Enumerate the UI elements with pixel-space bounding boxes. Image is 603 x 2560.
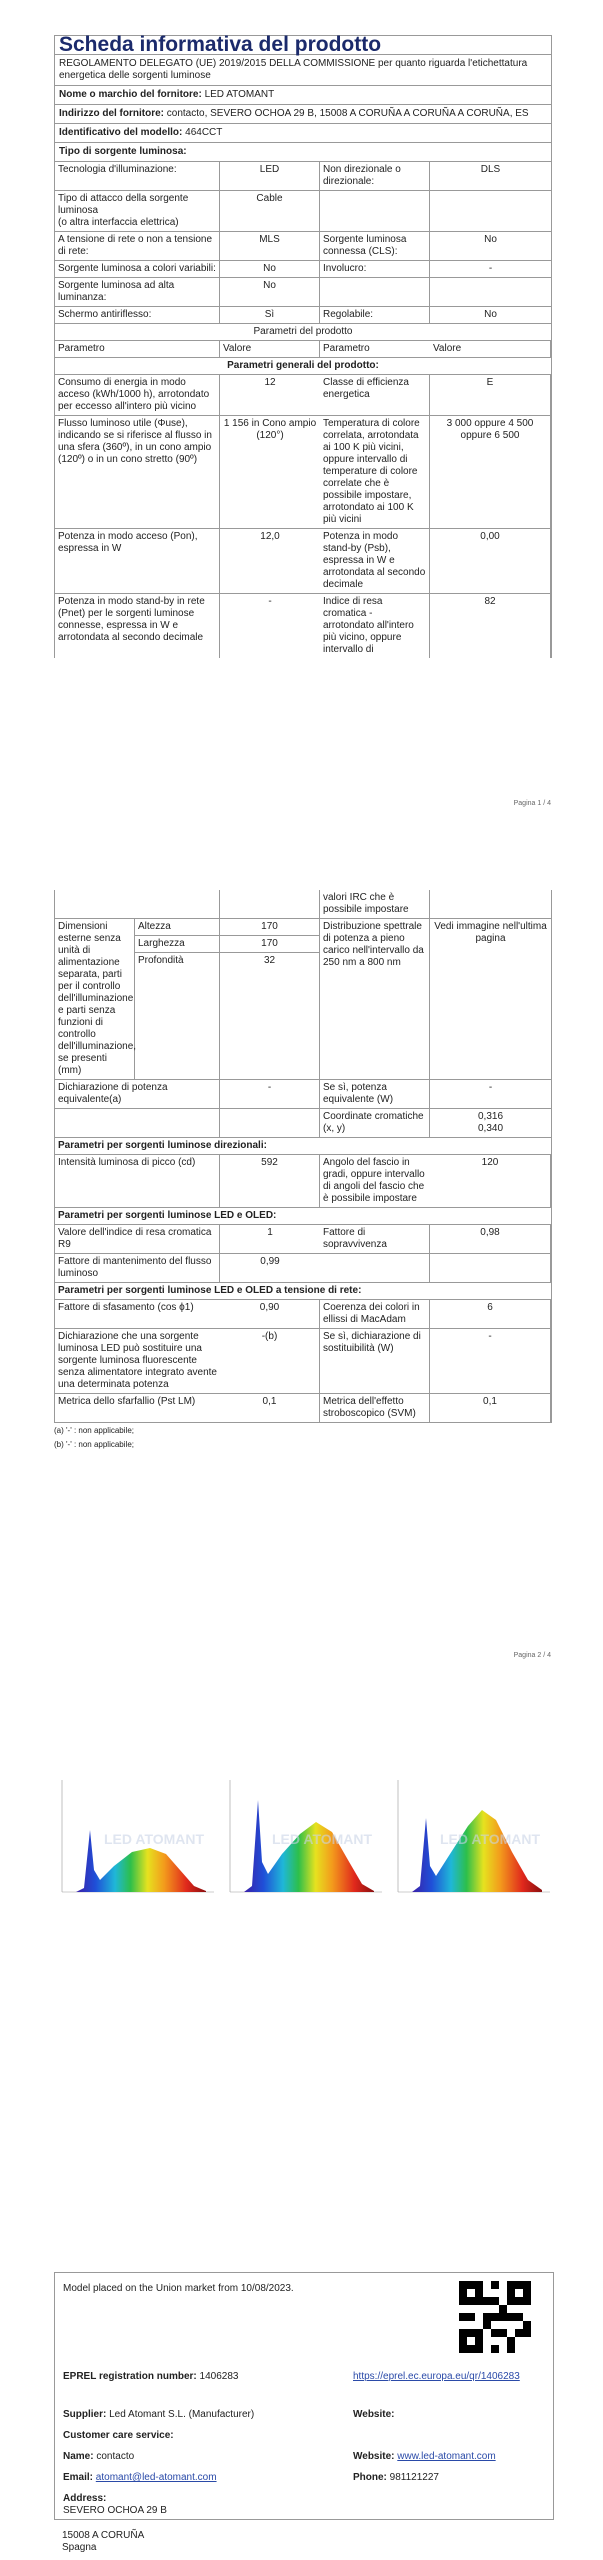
name-label: Name: (63, 2451, 94, 2462)
cell: Potenza in modo acceso (Pon), espressa in W (55, 529, 220, 594)
spectrum-chart-3000k (54, 1770, 218, 1900)
page-1 (54, 35, 552, 658)
dim-name: Larghezza (135, 936, 220, 953)
cell (430, 191, 551, 232)
cell: 12,0 (220, 529, 320, 594)
cell: MLS (220, 232, 320, 261)
cell: Flusso luminoso utile (Φuse), indicando se si riferisce al flusso in una sfera (360º), in un cono ampio (120º) o in un cono stretto (90º) (55, 416, 220, 529)
phone-value: 981121227 (389, 2472, 439, 2483)
cell: Involucro: (320, 261, 430, 278)
eprel-link[interactable]: https://eprel.ec.europa.eu/qr/1406283 (353, 2371, 520, 2382)
eprel-box (54, 2272, 554, 2520)
page-number: Pagina 2 / 4 (513, 1652, 551, 1659)
cell: Intensità luminosa di picco (cd) (55, 1155, 220, 1208)
watermark: LED ATOMANT (272, 1831, 373, 1847)
cell: Dichiarazione che una sorgente luminosa LED può sostituire una sorgente luminosa fluorescente senza alimentatore integrato avente una determinata potenza (55, 1329, 220, 1394)
supplier-label: Supplier: (63, 2409, 107, 2420)
cell (320, 1254, 430, 1283)
cell: Consumo di energia in modo acceso (kWh/1000 h), arrotondato per eccesso all'intero più vicino (55, 375, 220, 416)
address-line: SEVERO OCHOA 29 B (63, 2505, 167, 2516)
cell: LED (220, 162, 320, 191)
cell: 0,90 (220, 1300, 320, 1329)
spectral-label: Distribuzione spettrale di potenza a pieno carico nell'intervallo da 250 nm a 800 nm (320, 919, 430, 1080)
mains-heading: Parametri per sorgenti luminose LED e OLED a tensione di rete: (55, 1283, 551, 1300)
cell: 0,00 (430, 529, 551, 594)
cell: 0,99 (220, 1254, 320, 1283)
phone-row (353, 2472, 439, 2483)
header-cell: Parametro (55, 341, 220, 358)
cell: No (430, 232, 551, 261)
cell: - (268, 596, 272, 607)
eprel-row (63, 2371, 238, 2382)
cell: Angolo del fascio in gradi, oppure intervallo di angoli del fascio che è possibile impostare (320, 1155, 430, 1208)
website-link[interactable]: www.led-atomant.com (397, 2451, 496, 2462)
cell: No (430, 307, 551, 324)
cell: Indice di resa cromatica - arrotondato all'intero più vicino, oppure intervallo di (320, 594, 430, 658)
cell: E (430, 375, 551, 416)
dims-label: Dimensioni esterne senza unità di alimentazione separata, parti per il controllo dell'illuminazione e parti senza funzioni di controllo dell'illuminazione, se presenti (mm) (55, 919, 135, 1079)
cell: 1 (220, 1225, 320, 1254)
cell: Sorgente luminosa a colori variabili: (55, 261, 220, 278)
directional-heading: Parametri per sorgenti luminose direzionali: (55, 1138, 551, 1155)
params-heading: Parametri del prodotto (55, 324, 551, 341)
dim-value: 32 (263, 955, 276, 966)
dim-name: Profondità (138, 955, 184, 966)
cell: Potenza in modo stand-by in rete (Pnet) per le sorgenti luminose connesse, espressa in W e arrotondata al secondo decimale (55, 594, 220, 658)
cell: Regolabile: (320, 307, 430, 324)
cell: Dichiarazione di potenza equivalente(a) (55, 1080, 220, 1109)
cell: 3 000 oppure 4 500 oppure 6 500 (430, 416, 551, 529)
cell: Se sì, dichiarazione di sostituibilità (W) (320, 1329, 430, 1394)
spectrum-chart-4500k (222, 1770, 386, 1900)
cell: Cable (220, 191, 320, 232)
spectral-charts (54, 1770, 554, 1900)
cell (220, 1109, 320, 1138)
cell (430, 1254, 551, 1283)
supplier-name-row (54, 86, 552, 105)
cell: Fattore di sopravvivenza (320, 1225, 430, 1254)
cell: Potenza in modo stand-by (Psb), espressa in W e arrotondata al secondo decimale (320, 529, 430, 594)
page-2 (54, 890, 552, 1449)
address-label: Address: (63, 2493, 107, 2504)
email-row (63, 2472, 217, 2483)
model-id: 464CCT (185, 127, 223, 138)
cell: Tecnologia d'illuminazione: (55, 162, 220, 191)
email-label: Email: (63, 2472, 94, 2483)
spectrum-chart-6500k (390, 1770, 554, 1900)
cell: 82 (430, 594, 551, 658)
cell: Coordinate cromatiche (x, y) (320, 1109, 430, 1138)
supplier-address: contacto, SEVERO OCHOA 29 B, 15008 A CORUÑA A CORUÑA A CORUÑA, ES (166, 108, 529, 119)
cell: 592 (220, 1155, 320, 1208)
cell: Metrica dello sfarfallio (Pst LM) (55, 1394, 220, 1423)
general-heading: Parametri generali del prodotto: (55, 358, 551, 375)
source-type-table (54, 162, 552, 658)
email-link[interactable]: atomant@led-atomant.com (95, 2472, 217, 2483)
eprel-number: 1406283 (199, 2371, 239, 2382)
cell: - (220, 1080, 320, 1109)
cell: valori IRC che è possibile impostare (320, 890, 430, 919)
cell: - (430, 1329, 551, 1394)
dimensions-cell (55, 919, 220, 1080)
supplier-value: Led Atomant S.L. (Manufacturer) (109, 2409, 255, 2420)
supplier-address-label: Indirizzo del fornitore: (59, 108, 164, 119)
dim-value: 170 (220, 919, 319, 936)
address-block (63, 2493, 167, 2517)
dims-names (135, 919, 220, 1079)
eprel-label: EPREL registration number: (63, 2371, 197, 2382)
cell (430, 278, 551, 307)
cell: -(b) (220, 1329, 320, 1394)
supplier-name: LED ATOMANT (204, 89, 275, 100)
footnote-b: (b) '-' : non applicabile; (54, 1440, 134, 1449)
spectral-value: Vedi immagine nell'ultima pagina (430, 919, 551, 1080)
cell: 0,98 (430, 1225, 551, 1254)
phone-label: Phone: (353, 2472, 387, 2483)
cell: Metrica dell'effetto stroboscopico (SVM) (320, 1394, 430, 1423)
cell: A tensione di rete o non a tensione di rete: (55, 232, 220, 261)
customer-care-label: Customer care service: (63, 2430, 174, 2441)
header-cell: Valore (430, 341, 551, 358)
cell: Se sì, potenza equivalente (W) (320, 1080, 430, 1109)
cell: 1 156 in Cono ampio (120°) (220, 416, 320, 529)
cell: No (220, 261, 320, 278)
cell: 120 (430, 1155, 551, 1208)
cell: 0,1 (220, 1394, 320, 1423)
footnote-a: (a) '-' : non applicabile; (54, 1426, 134, 1435)
params-table-cont (54, 890, 552, 1423)
supplier-name-label: Nome o marchio del fornitore: (59, 89, 202, 100)
cell: Tipo di attacco della sorgente luminosa (o altra interfaccia elettrica) (55, 191, 220, 232)
supplier-address-row (54, 105, 552, 124)
page-number: Pagina 1 / 4 (513, 800, 551, 807)
dim-value: 170 (220, 936, 319, 953)
cell: DLS (430, 162, 551, 191)
qr-code-icon (459, 2281, 531, 2353)
watermark: LED ATOMANT (440, 1831, 541, 1847)
page-title: Scheda informativa del prodotto (54, 35, 552, 55)
source-type-heading: Tipo di sorgente luminosa: (54, 143, 552, 162)
dims-values (220, 919, 320, 1080)
cell: Sorgente luminosa connessa (CLS): (320, 232, 430, 261)
cell: Sorgente luminosa ad alta luminanza: (55, 278, 220, 307)
cell: Schermo antiriflesso: (55, 307, 220, 324)
name-row (63, 2451, 134, 2462)
cell: Classe di efficienza energetica (320, 375, 430, 416)
header-cell: Parametro (320, 341, 430, 358)
cell: Coerenza dei colori in ellissi di MacAdam (320, 1300, 430, 1329)
cell: Fattore di sfasamento (cos ϕ1) (55, 1300, 220, 1329)
watermark: LED ATOMANT (104, 1831, 205, 1847)
header-cell: Valore (220, 341, 320, 358)
cell: 0,316 0,340 (430, 1109, 551, 1138)
website-row (353, 2451, 496, 2462)
model-row (54, 124, 552, 143)
address-continued (62, 2530, 144, 2554)
cell: 12 (220, 375, 320, 416)
cell: No (220, 278, 320, 307)
cell: Non direzionale o direzionale: (320, 162, 430, 191)
address-line: Spagna (62, 2542, 97, 2553)
cell (320, 191, 430, 232)
cell: Temperatura di colore correlata, arrotondata ai 100 K più vicini, oppure intervallo di temperature di colore correlate che è possibile impostare, arrotondato ai 100 K più vicini (320, 416, 430, 529)
cell: Valore dell'indice di resa cromatica R9 (55, 1225, 220, 1254)
cell: 6 (430, 1300, 551, 1329)
placed-on-market: Model placed on the Union market from 10/08/2023. (63, 2283, 294, 2294)
website-label: Website: (353, 2409, 395, 2420)
address-line: 15008 A CORUÑA (62, 2530, 145, 2541)
cell (55, 1109, 220, 1138)
dim-name: Altezza (135, 919, 220, 936)
regulation-text: REGOLAMENTO DELEGATO (UE) 2019/2015 DELLA COMMISSIONE per quanto riguarda l'etichettatura energetica delle sorgenti luminose (54, 55, 552, 86)
led-heading: Parametri per sorgenti luminose LED e OLED: (55, 1208, 551, 1225)
model-label: Identificativo del modello: (59, 127, 183, 138)
cell: - (430, 1080, 551, 1109)
website2-label: Website: (353, 2451, 395, 2462)
cell: Sì (220, 307, 320, 324)
cell (320, 278, 430, 307)
cell: - (430, 261, 551, 278)
cell: Fattore di mantenimento del flusso luminoso (55, 1254, 220, 1283)
name-value: contacto (96, 2451, 135, 2462)
cell: 0,1 (430, 1394, 551, 1423)
supplier-row (63, 2409, 254, 2420)
